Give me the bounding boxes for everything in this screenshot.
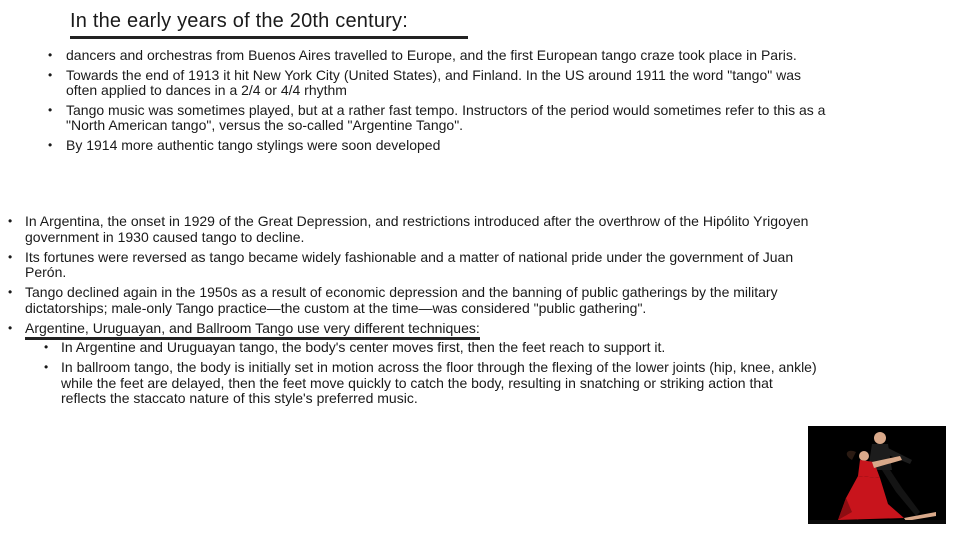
bullet-icon: • [8,249,13,264]
bullet-icon: • [8,320,13,335]
sub-list-item [25,360,818,407]
list-item [46,103,826,134]
techniques-heading [25,321,480,337]
list-item-text: dancers and orchestras from Buenos Aires travelled to Europe, and the first European tango craze took place in Paris. [66,47,797,63]
list-item-text: Towards the end of 1913 it hit New York City (United States), and Finland. In the US around 1911 the word "tango" was often applied to dances in a 2/4 or 4/4 rhythm [66,66,801,98]
list-item [8,285,818,316]
list-item-text: Argentine, Uruguayan, and Ballroom Tango use very different techniques: [25,319,480,336]
bullet-icon: • [48,67,53,82]
list-item-text: By 1914 more authentic tango stylings were soon developed [66,136,441,153]
list-item-text: Tango declined again in the 1950s as a result of economic depression and the banning of public gatherings by the military dictatorships; male-only Tango practice—the custom at the time—was considered "public gathering". [25,284,778,316]
list-item [8,250,818,281]
sub-list-item [25,340,818,356]
bullet-icon: • [48,137,53,152]
title-underline [70,36,468,39]
list-item [8,321,818,407]
list-item-text: In Argentina, the onset in 1929 of the Great Depression, and restrictions introduced after the overthrow of the Hipólito Yrigoyen government in 1930 caused tango to decline. [25,213,809,245]
top-bullet-list [46,48,826,157]
bullet-icon: • [48,48,53,62]
tango-dancers-photo [808,426,946,524]
list-item [46,138,826,154]
sub-list-item-text: In Argentine and Uruguayan tango, the body's center moves first, then the feet reach to support it. [61,339,666,355]
list-item [46,48,826,64]
slide-title: In the early years of the 20th century: [70,10,408,32]
list-item [46,68,826,99]
list-item [8,214,818,245]
sub-list-item-text: In ballroom tango, the body is initially set in motion across the floor through the flexing of the lower joints (hip, knee, ankle) while the feet are delayed, then the feet move quickly to catch the body, resulting in snatching or striking action that reflects the staccato nature of this style's preferred music. [61,359,817,406]
bullet-icon: • [8,214,13,228]
bullet-icon: • [44,360,49,374]
sub-bullet-list [25,340,818,407]
bullet-icon: • [8,285,13,299]
bullet-icon: • [48,102,53,117]
main-bullet-list [8,214,818,411]
tango-dancers-illustration [808,426,946,524]
list-item-text: Its fortunes were reversed as tango became widely fashionable and a matter of national pride under the government of Juan Perón. [25,248,794,280]
list-item-text: Tango music was sometimes played, but at a rather fast tempo. Instructors of the period would sometimes refer to this as a "North American tango", versus the so-called "Argentine Tango". [66,101,826,133]
bullet-icon: • [44,340,49,354]
